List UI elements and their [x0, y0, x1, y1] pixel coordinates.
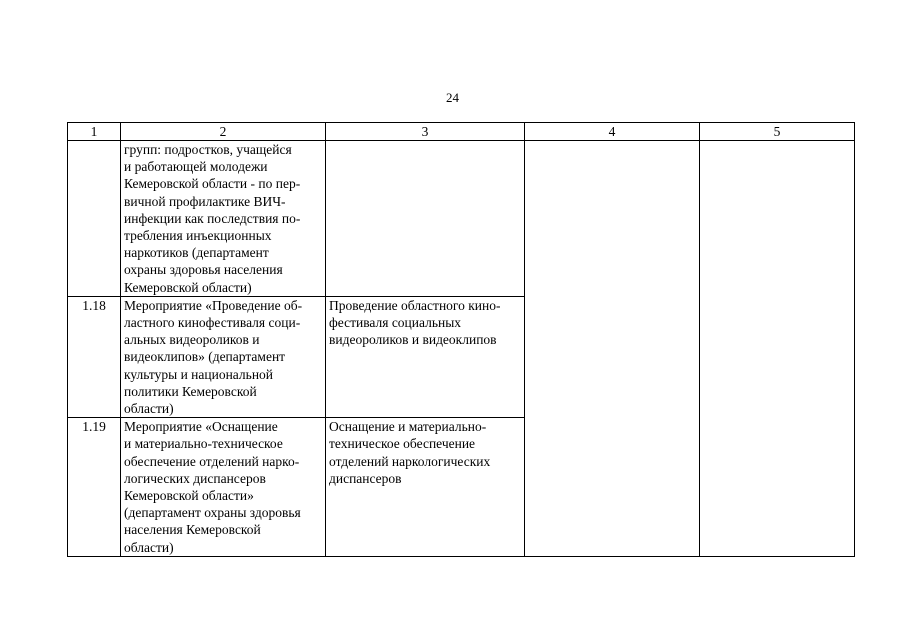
description-cell: Проведение областного кино- фестиваля социальных видеороликов и видеоклипов	[326, 296, 525, 417]
page-number: 24	[446, 90, 459, 105]
column-number-header-row	[68, 123, 855, 141]
table-row	[68, 141, 855, 297]
column-header-1: 1	[68, 123, 121, 141]
program-measures-table	[67, 122, 855, 557]
column-header-3: 3	[326, 123, 525, 141]
column-header-2: 2	[121, 123, 326, 141]
description-cell: Оснащение и материально- техническое обеспечение отделений наркологических диспансеров	[326, 418, 525, 557]
row-number: 1.19	[68, 418, 121, 557]
column-4-merged-cell	[525, 141, 700, 557]
column-header-4: 4	[525, 123, 700, 141]
measure-cell: Мероприятие «Проведение об- ластного кинофестиваля соци- альных видеороликов и видеоклипов» (департамент культуры и национальной политики Кемеровской области)	[121, 296, 326, 417]
description-cell	[326, 141, 525, 297]
row-number: 1.18	[68, 296, 121, 417]
measure-cell: групп: подростков, учащейся и работающей молодежи Кемеровской области - по пер- вичной профилактике ВИЧ- инфекции как последствия по- требления инъекционных наркотиков (департамент охраны здоровья населения Кемеровской области)	[121, 141, 326, 297]
column-header-5: 5	[700, 123, 855, 141]
column-5-merged-cell	[700, 141, 855, 557]
row-number	[68, 141, 121, 297]
measure-cell: Мероприятие «Оснащение и материально-техническое обеспечение отделений нарко- логических диспансеров Кемеровской области» (департамент охраны здоровья населения Кемеровской области)	[121, 418, 326, 557]
